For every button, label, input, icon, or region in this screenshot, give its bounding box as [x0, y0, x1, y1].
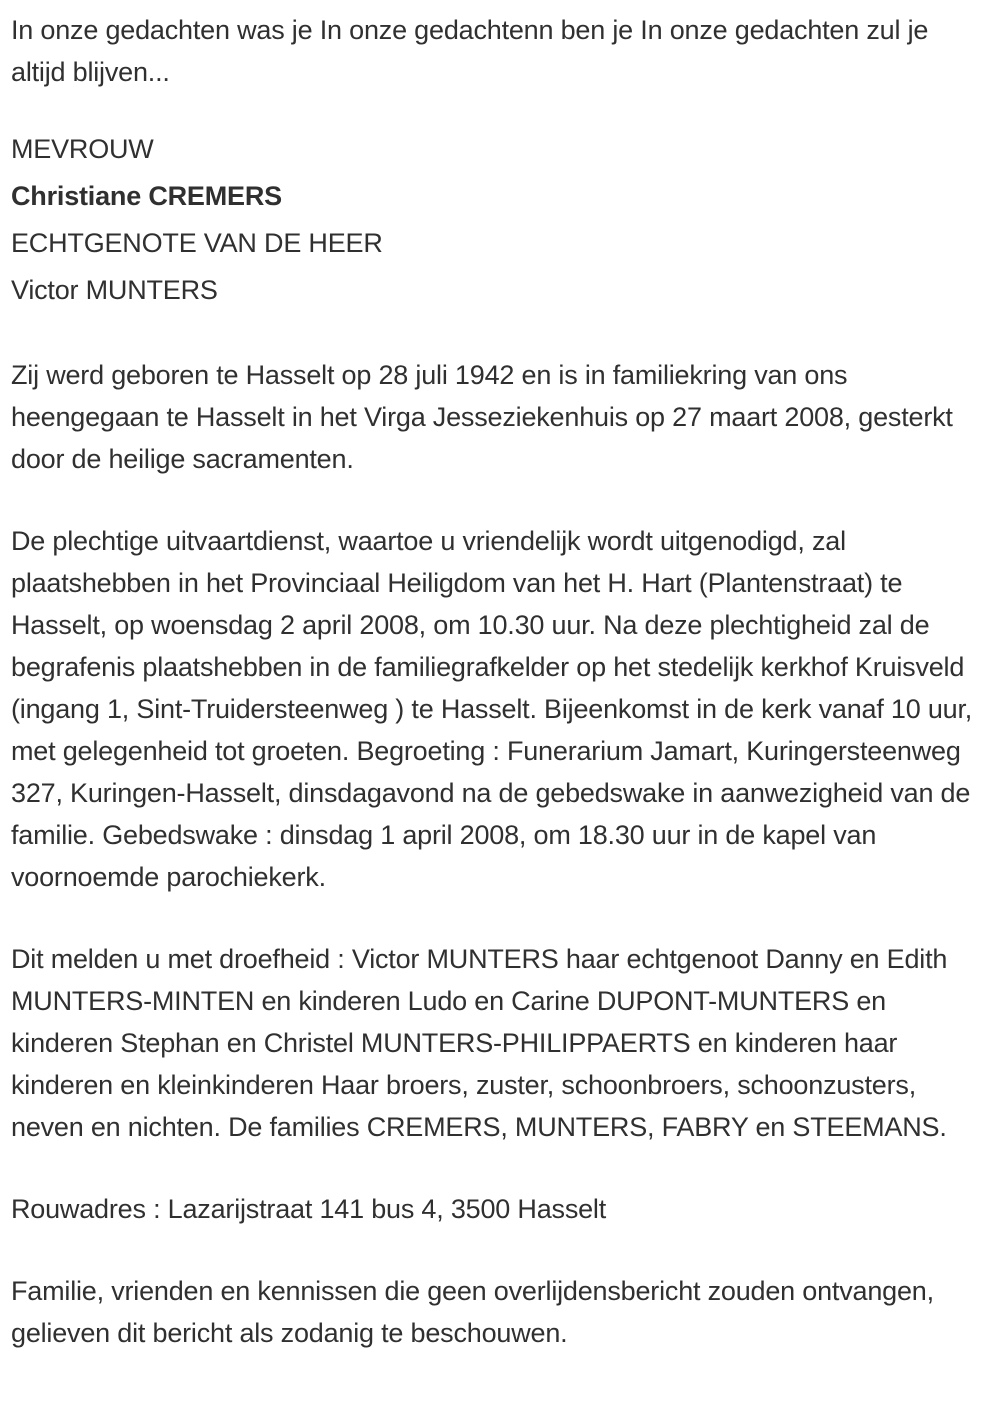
deceased-name: Christiane CREMERS — [11, 181, 282, 211]
deceased-relation: ECHTGENOTE VAN DE HEER — [11, 228, 383, 258]
service-details-paragraph: De plechtige uitvaartdienst, waartoe u vriendelijk wordt uitgenodigd, zal plaatshebben in het Provinciaal Heiligdom van het H. Hart (Plantenstraat) te Hasselt, op woensdag 2 april 2008, om 10.30 uur. Na deze plechtigheid zal de begrafenis plaatshebben in de familiegrafkelder op het stedelijk kerkhof Kruisveld (ingang 1, Sint-Truidersteenweg ) te Hasselt. Bijeenkomst in de kerk vanaf 10 uur, met gelegenheid tot groeten. Begroeting : Funerarium Jamart, Kuringersteenweg 327, Kuringen-Hasselt, dinsdagavond na de gebedswake in aanwezigheid van de familie. Gebedswake : dinsdag 1 april 2008, om 18.30 uur in de kapel van voornoemde parochiekerk. — [11, 526, 973, 892]
notice-paragraph: Familie, vrienden en kennissen die geen overlijdensbericht zouden ontvangen, gelieven dit bericht als zodanig te beschouwen. — [11, 1276, 934, 1348]
memorial-quote: In onze gedachten was je In onze gedachtenn ben je In onze gedachten zul je altijd blijven... — [11, 15, 929, 87]
birth-death-paragraph: Zij werd geboren te Hasselt op 28 juli 1942 en is in familiekring van ons heengegaan te Hasselt in het Virga Jesseziekenhuis op 27 maart 2008, gesterkt door de heilige sacramenten. — [11, 360, 953, 474]
spouse-name: Victor MUNTERS — [11, 275, 218, 305]
deceased-header — [11, 133, 982, 306]
mourning-address: Rouwadres : Lazarijstraat 141 bus 4, 3500 Hasselt — [11, 1194, 607, 1224]
deceased-salutation: MEVROUW — [11, 134, 154, 164]
family-announcement-paragraph: Dit melden u met droefheid : Victor MUNTERS haar echtgenoot Danny en Edith MUNTERS-MINTEN en kinderen Ludo en Carine DUPONT-MUNTERS en kinderen Stephan en Christel MUNTERS-PHILIPPAERTS en kinderen haar kinderen en kleinkinderen Haar broers, zuster, schoonbroers, schoonzusters, neven en nichten. De families CREMERS, MUNTERS, FABRY en STEEMANS. — [11, 944, 948, 1142]
